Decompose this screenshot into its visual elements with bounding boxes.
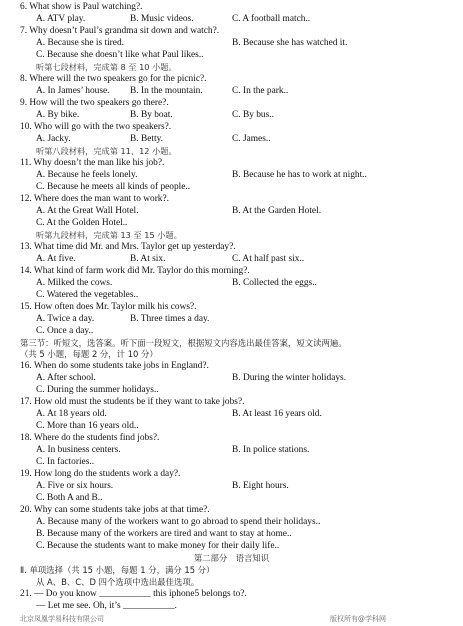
- text-line: 听第八段材料，完成第 11、12 小题。: [36, 146, 177, 156]
- text-line: A. At the Great Wall Hotel.: [36, 206, 139, 216]
- text-line: B. Collected the eggs..: [232, 278, 317, 288]
- text-line: C. In the park..: [232, 86, 289, 96]
- text-line: 21. — Do you know ___________ this iphone5 belongs to?.: [20, 589, 247, 599]
- text-line: B. Because she has watched it.: [232, 38, 348, 48]
- text-line: B. Eight hours.: [232, 481, 289, 491]
- text-line: C. Because she doesn’t like what Paul likes..: [36, 50, 204, 60]
- text-line: A. By bike.: [36, 110, 80, 120]
- text-line: B. In police stations.: [232, 445, 310, 455]
- text-line: C. James..: [232, 134, 271, 144]
- text-line: A. Milked the cows.: [36, 278, 113, 288]
- text-line: 10. Who will go with the two speakers?.: [20, 122, 172, 132]
- text-line: A. Because he feels lonely.: [36, 170, 138, 180]
- text-line: B. At six.: [130, 254, 166, 264]
- text-line: C. Because the students want to make money for their daily life..: [36, 541, 280, 551]
- text-line: 18. Where do the students find jobs?.: [20, 433, 160, 443]
- text-line: 12. Where does the man want to work?.: [20, 194, 170, 204]
- text-line: A. Jacky.: [36, 134, 71, 144]
- text-line: 8. Where will the two speakers go for the picnic?.: [20, 74, 207, 84]
- text-line: C. At the Golden Hotel..: [36, 218, 128, 228]
- text-line: C. Watered the vegetables..: [36, 290, 139, 300]
- text-line: 11. Why doesn’t the man like his job?.: [20, 158, 165, 168]
- text-line: A. Twice a day.: [36, 314, 95, 324]
- text-line: C. Because he meets all kinds of people..: [36, 182, 191, 192]
- text-line: A. At five.: [36, 254, 76, 264]
- text-line: B. During the winter holidays.: [232, 373, 347, 383]
- text-line: A. At 18 years old.: [36, 409, 107, 419]
- text-line: 17. How old must the students be if they want to take jobs?.: [20, 397, 245, 407]
- text-line: B. Three times a day.: [130, 314, 210, 324]
- text-line: A. In James’ house.: [36, 86, 110, 96]
- text-line: A. Because she is tired.: [36, 38, 124, 48]
- text-line: C. Once a day..: [36, 326, 94, 336]
- text-line: 14. What kind of farm work did Mr. Taylor do this morning?.: [20, 266, 250, 276]
- text-line: 19. How long do the students work a day?.: [20, 469, 181, 479]
- text-line: B. Because many of the workers are tired and want to stay at home..: [36, 529, 292, 539]
- text-line: A. In business centers.: [36, 445, 121, 455]
- text-line: 16. When do some students take jobs in England?.: [20, 361, 209, 371]
- text-line: B. In the mountain.: [130, 86, 203, 96]
- text-line: — Let me see. Oh, it’s ___________.: [36, 601, 177, 611]
- text-line: B. Music videos.: [130, 14, 194, 24]
- text-line: B. At the Garden Hotel.: [232, 206, 322, 216]
- text-line: （共 5 小题，每题 2 分，计 10 分）: [20, 349, 158, 359]
- text-line: 6. What show is Paul watching?.: [20, 2, 143, 12]
- text-line: 13. What time did Mr. and Mrs. Taylor get up yesterday?.: [20, 242, 236, 252]
- text-line: C. A football match..: [232, 14, 311, 24]
- text-line: B. At least 16 years old.: [232, 409, 322, 419]
- text-line: C. During the summer holidays..: [36, 385, 159, 395]
- text-line: 15. How often does Mr. Taylor milk his cows?.: [20, 302, 197, 312]
- text-line: A. Because many of the workers want to go abroad to spend their holidays..: [36, 517, 321, 527]
- text-line: Ⅱ. 单项选择（共 15 小题，每题 1 分，满分 15 分）: [20, 565, 215, 575]
- text-line: B. Betty.: [130, 134, 163, 144]
- text-line: A. ATV play.: [36, 14, 86, 24]
- text-line: C. At half past six..: [232, 254, 305, 264]
- text-line: 9. How will the two speakers go there?.: [20, 98, 169, 108]
- text-line: 第二部分 语言知识: [193, 553, 270, 563]
- text-line: A. Five or six hours.: [36, 481, 114, 491]
- text-line: 从 A、B、C、D 四个选项中选出最佳选项。: [36, 577, 200, 587]
- text-line: A. After school.: [36, 373, 96, 383]
- text-line: B. Because he has to work at night..: [232, 170, 367, 180]
- footer-copyright: 版权所有@学科网: [330, 615, 386, 623]
- text-line: 20. Why can some students take jobs at that time?.: [20, 505, 210, 515]
- text-line: B. By boat.: [130, 110, 173, 120]
- text-line: 听第七段材料，完成第 8 至 10 小题。: [36, 62, 177, 72]
- footer-company: 北京凤凰学易科技有限公司: [20, 615, 104, 623]
- text-line: 7. Why doesn’t Paul’s grandma sit down and watch?.: [20, 26, 220, 36]
- text-line: 听第九段材料，完成第 13 至 15 小题。: [36, 230, 182, 240]
- text-line: C. In factories..: [36, 457, 95, 467]
- text-line: 第三节：听短文，选答案。听下面一段短文，根据短文内容选出最佳答案，短文读两遍。: [20, 338, 347, 348]
- text-line: C. Both A and B..: [36, 493, 103, 503]
- text-line: C. By bus..: [232, 110, 274, 120]
- text-line: C. More than 16 years old..: [36, 421, 139, 431]
